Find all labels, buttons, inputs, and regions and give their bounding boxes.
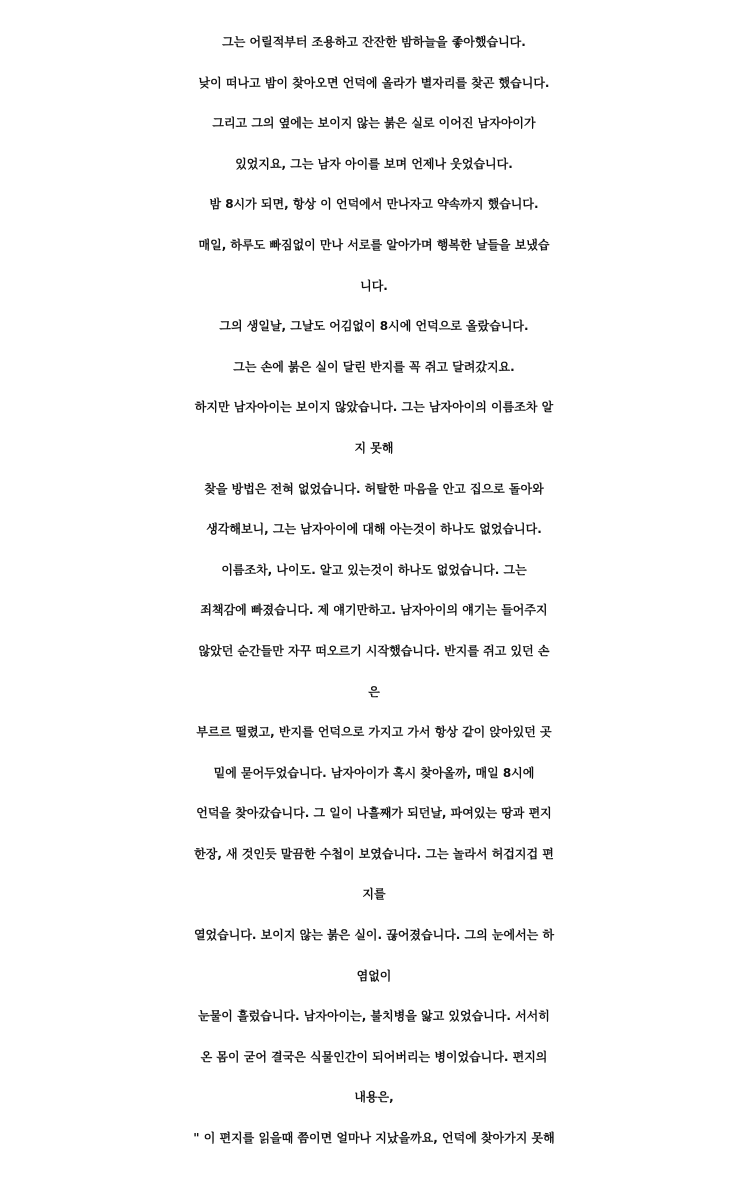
story-line: 은 bbox=[368, 684, 380, 699]
story-line: 그는 어릴적부터 조용하고 잔잔한 밤하늘을 좋아했습니다. bbox=[222, 35, 526, 49]
story-line: 온 몸이 굳어 결국은 식물인간이 되어버리는 병이었습니다. 편지의 bbox=[200, 1049, 548, 1064]
story-line: 지를 bbox=[362, 887, 386, 902]
story-line: 그는 손에 붉은 실이 달린 반지를 꼭 쥐고 달려갔지요. bbox=[233, 359, 515, 374]
story-line: 있었지요, 그는 남자 아이를 보며 언제나 웃었습니다. bbox=[235, 156, 513, 171]
story-line: 그의 생일날, 그날도 어김없이 8시에 언덕으로 올랐습니다. bbox=[219, 319, 529, 334]
story-line: 이름조차, 나이도. 알고 있는것이 하나도 없었습니다. 그는 bbox=[221, 562, 527, 577]
story-line: 생각해보니, 그는 남자아이에 대해 아는것이 하나도 없었습니다. bbox=[206, 522, 542, 537]
story-line: 언덕을 찾아갔습니다. 그 일이 나흘째가 되던날, 파여있는 땅과 편지 bbox=[196, 806, 552, 821]
story-line: 밤 8시가 되면, 항상 이 언덕에서 만나자고 약속까지 했습니다. bbox=[209, 197, 539, 212]
story-line: 죄책감에 빠졌습니다. 제 얘기만하고. 남자아이의 얘기는 들어주지 bbox=[200, 603, 548, 618]
story-line: 않았던 순간들만 자꾸 떠오르기 시작했습니다. 반지를 쥐고 있던 손 bbox=[198, 643, 550, 658]
story-line: 지 못해 bbox=[354, 440, 394, 455]
story-line: 하지만 남자아이는 보이지 않았습니다. 그는 남자아이의 이름조차 알 bbox=[194, 400, 554, 415]
story-line: 찾을 방법은 전혀 없었습니다. 허탈한 마음을 안고 집으로 돌아와 bbox=[204, 481, 544, 496]
story-line: 부르르 떨렸고, 반지를 언덕으로 가지고 가서 항상 같이 앉아있던 곳 bbox=[196, 725, 552, 740]
story-line: 낮이 떠나고 밤이 찾아오면 언덕에 올라가 별자리를 찾곤 했습니다. bbox=[198, 75, 550, 90]
story-line: " 이 편지를 읽을때 쯤이면 얼마나 지났을까요, 언덕에 찾아가지 못해 bbox=[193, 1131, 555, 1146]
story-line: 니다. bbox=[360, 278, 388, 293]
story-line: 매일, 하루도 빠짐없이 만나 서로를 알아가며 행복한 날들을 보냈습 bbox=[198, 237, 550, 252]
story-line: 눈물이 흘렀습니다. 남자아이는, 불치병을 앓고 있었습니다. 서서히 bbox=[198, 1009, 550, 1024]
story-line: 한장, 새 것인듯 말끔한 수첩이 보였습니다. 그는 놀라서 허겁지겁 편 bbox=[194, 846, 554, 861]
story-line: 열었습니다. 보이지 않는 붉은 실이. 끊어졌습니다. 그의 눈에서는 하 bbox=[193, 928, 555, 943]
story-line: 염없이 bbox=[356, 968, 392, 983]
story-line: 그리고 그의 옆에는 보이지 않는 붉은 실로 이어진 남자아이가 bbox=[212, 116, 536, 131]
story-text bbox=[0, 22, 748, 1159]
story-line: 밑에 묻어두었습니다. 남자아이가 혹시 찾아올까, 매일 8시에 bbox=[213, 765, 535, 780]
story-line: 내용은, bbox=[354, 1090, 394, 1105]
